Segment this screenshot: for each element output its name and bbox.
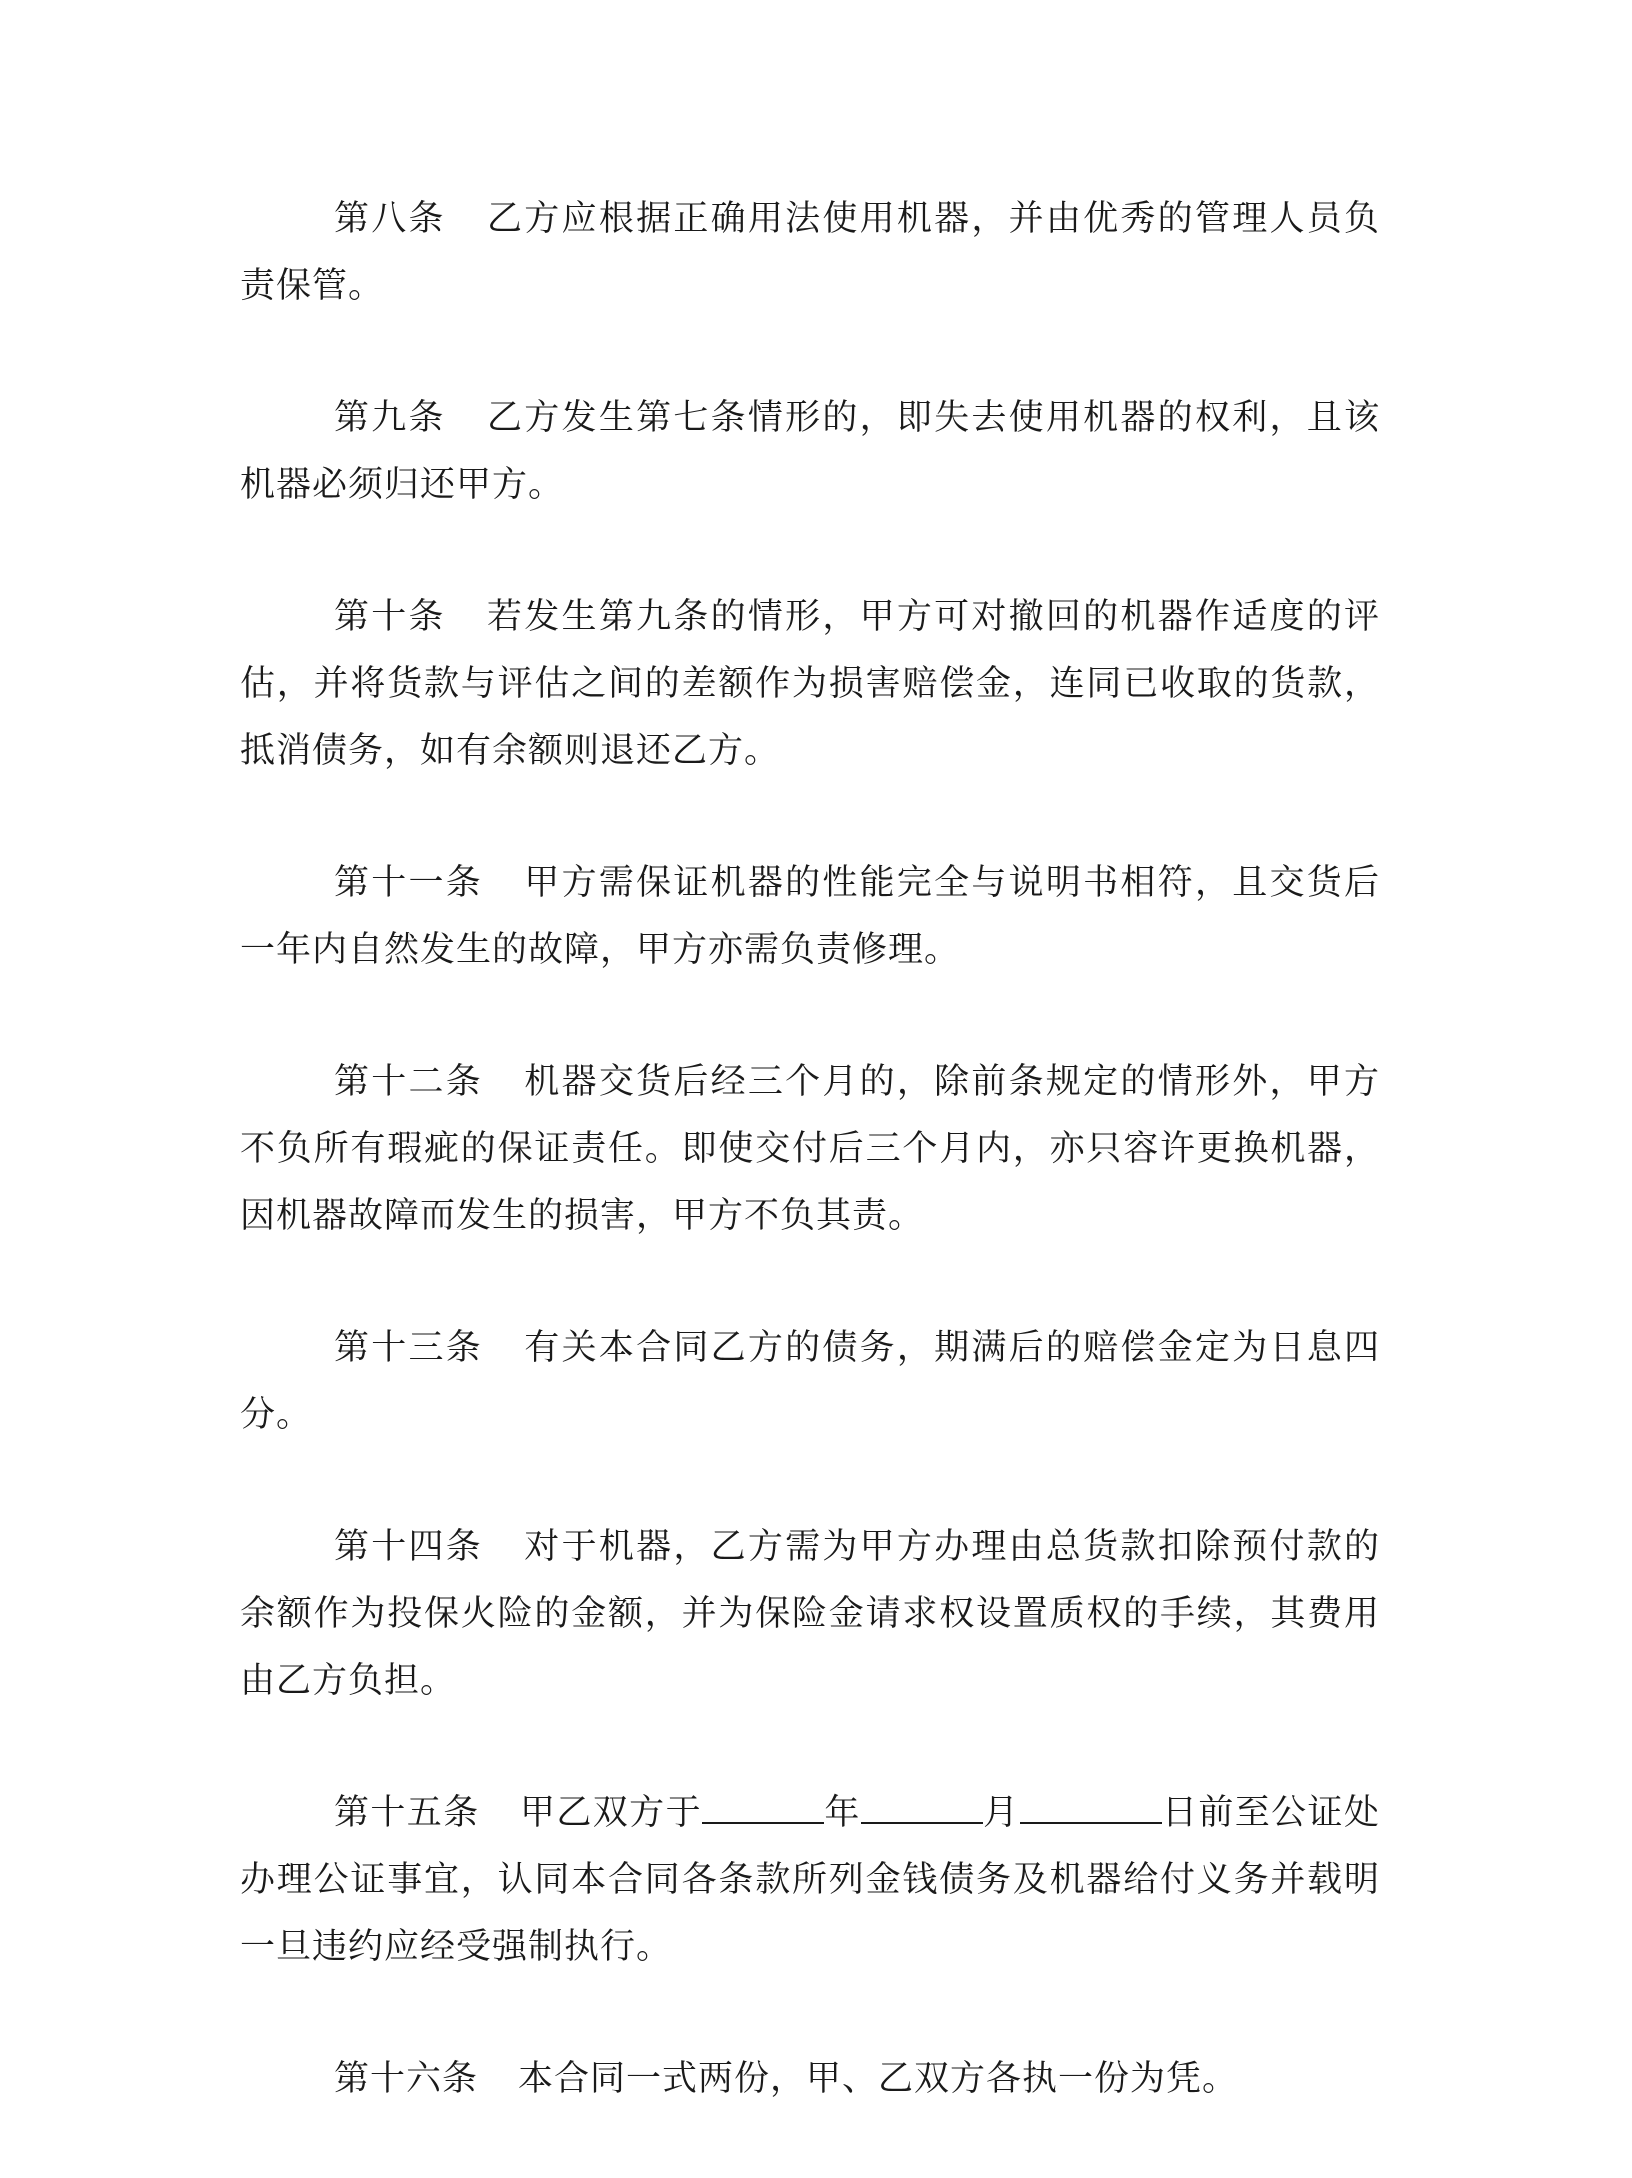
month-label: 月	[982, 1793, 1020, 1833]
clause-text: 机器交货后经三个月的，除前条规定的情形外，甲方不负所有瑕疵的保证责任。即使交付后三个月内，亦只容许更换机器，因机器故障而发生的损害，甲方不负其责。	[240, 1062, 1380, 1236]
clause-number: 第九条	[334, 398, 446, 438]
month-blank-field[interactable]	[861, 1792, 983, 1824]
year-label: 年	[823, 1793, 861, 1833]
clause-text: 甲乙双方于	[519, 1793, 702, 1833]
clause-text: 本合同一式两份，甲、乙双方各执一份为凭。	[518, 2059, 1239, 2099]
clause-12	[240, 1049, 1380, 1250]
clause-number: 第十四条	[334, 1527, 484, 1567]
clause-text: 若发生第九条的情形，甲方可对撤回的机器作适度的评估，并将货款与评估之间的差额作为损害赔偿金，连同已收取的货款，抵消债务，如有余额则退还乙方。	[240, 597, 1380, 771]
clause-text: 乙方应根据正确用法使用机器，并由优秀的管理人员负责保管。	[240, 199, 1380, 306]
clause-11	[240, 850, 1380, 984]
clause-number: 第八条	[334, 199, 446, 239]
clause-10	[240, 584, 1380, 785]
clause-number: 第十六条	[334, 2059, 479, 2099]
clause-13	[240, 1315, 1380, 1449]
clause-9	[240, 385, 1380, 519]
clause-text: 对于机器，乙方需为甲方办理由总货款扣除预付款的余额作为投保火险的金额，并为保险金请求权设置质权的手续，其费用由乙方负担。	[240, 1527, 1380, 1701]
clause-number: 第十五条	[334, 1793, 480, 1833]
clause-text: 甲方需保证机器的性能完全与说明书相符，且交货后一年内自然发生的故障，甲方亦需负责修理。	[240, 863, 1380, 970]
clause-15	[240, 1780, 1380, 1981]
contract-body	[240, 186, 1380, 2178]
clause-number: 第十一条	[334, 863, 484, 903]
clause-text: 乙方发生第七条情形的，即失去使用机器的权利，且该机器必须归还甲方。	[240, 398, 1380, 505]
clause-14	[240, 1514, 1380, 1715]
year-blank-field[interactable]	[702, 1792, 824, 1824]
clause-text: 有关本合同乙方的债务，期满后的赔偿金定为日息四分。	[240, 1328, 1380, 1435]
day-blank-field[interactable]	[1020, 1792, 1162, 1824]
clause-16	[240, 2046, 1380, 2113]
clause-number: 第十条	[334, 597, 446, 637]
clause-text-continued: 日前至公证处办理公证事宜，认同本合同各条款所列金钱债务及机器给付义务并载明一旦违约应经受强制执行。	[240, 1793, 1380, 1967]
clause-number: 第十三条	[334, 1328, 484, 1368]
clause-number: 第十二条	[334, 1062, 484, 1102]
clause-8	[240, 186, 1380, 320]
